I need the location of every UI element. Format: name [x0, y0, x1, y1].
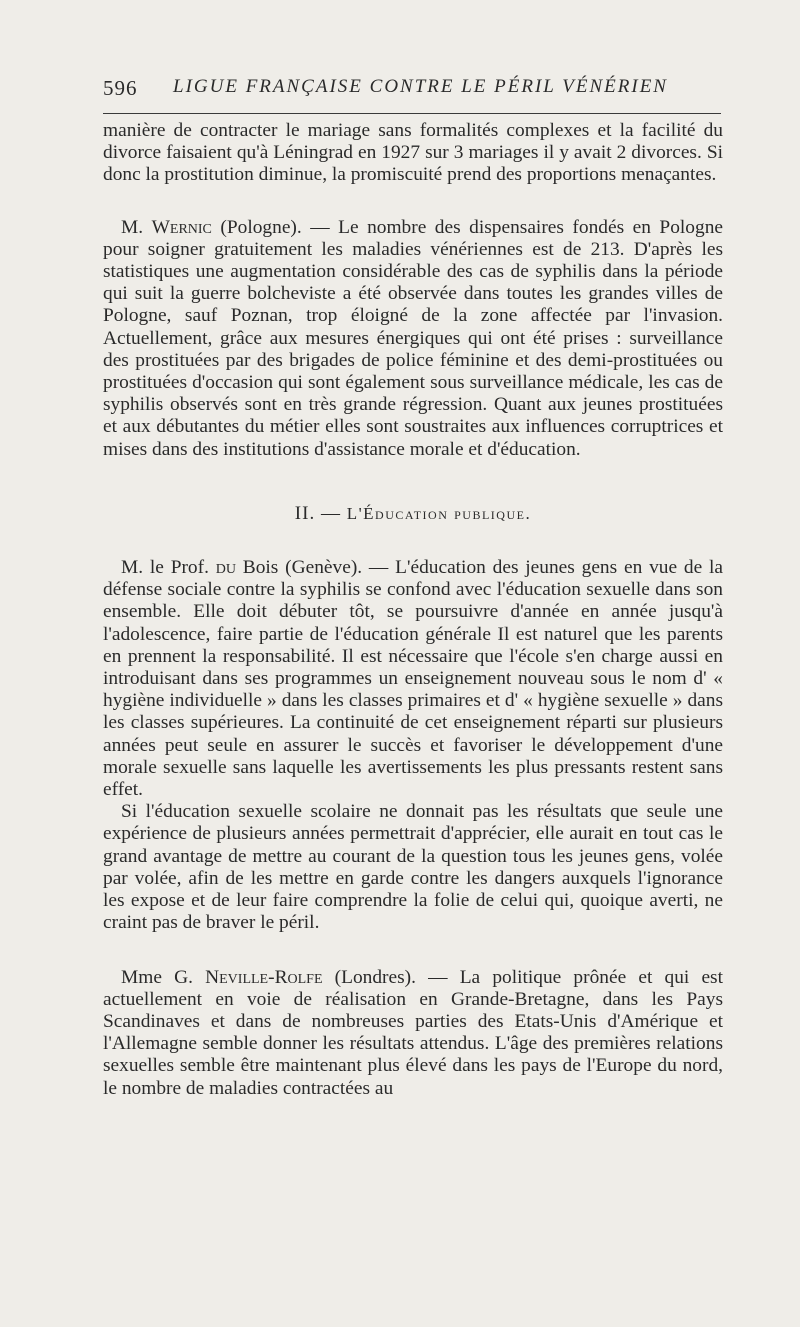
page-header: [103, 74, 721, 108]
paragraph-neville-rolfe: [103, 967, 723, 1100]
page-number: 596: [103, 76, 138, 100]
speaker-origin: (Pologne). —: [211, 216, 339, 238]
paragraph-text: Le nombre des dispensaires fondés en Pologne pour soigner gratuitement les maladies vénériennes est de 213. D'après les statistiques une augmentation considérable des cas de syphilis dans la période qui suit la guerre bolcheviste a été observée dans toutes les grandes villes de Pologne, sauf Poznan, trop éloigné de la zone affectée par l'invasion. Actuellement, grâce aux mesures énergiques qui ont été prises : surveillance des prostituées par des brigades de police féminine et des demi-prostituées ou prostituées d'occasion qui sont également sous surveillance médicale, les cas de syphilis observés sont en très grande régression. Quant aux jeunes prostituées et aux débutantes du métier elles sont soustraites aux influences corruptrices et mises dans des institutions d'assistance morale et d'éducation.: [103, 216, 723, 460]
speaker-name: Bois: [235, 557, 279, 579]
speaker-origin: (Genève). —: [278, 557, 396, 579]
speaker-name: Wernic: [151, 216, 212, 238]
speaker-name: Neville-Rolfe: [205, 966, 323, 988]
section-numeral: II. —: [294, 502, 347, 524]
speaker-prefix: M.: [121, 216, 152, 238]
speaker-prefix: Mme G.: [121, 966, 206, 988]
running-title: LIGUE FRANÇAISE CONTRE LE PÉRIL VÉNÉRIEN: [173, 76, 668, 97]
body-text: [103, 120, 723, 1100]
header-rule: [103, 113, 721, 114]
speaker-prefix: M. le Prof.: [121, 557, 216, 579]
speaker-name-particle: du: [215, 557, 236, 579]
paragraph-du-bois: [103, 557, 723, 801]
section-title: L'Éducation publique.: [346, 503, 532, 523]
paragraph-wernic: [103, 217, 723, 461]
paragraph-continuation: manière de contracter le mariage sans formalités complexes et la facilité du divorce faisaient qu'à Léningrad en 1927 sur 3 mariages il y avait 2 divorces. Si donc la prostitution diminue, la promiscuité prend des proportions menaçantes.: [103, 120, 723, 186]
paragraph-education: Si l'éducation sexuelle scolaire ne donnait pas les résultats que seule une expérience de plusieurs années permettrait d'apprécier, elle aurait en tout cas le grand avantage de mettre au courant de la question tous les jeunes gens, volée par volée, afin de les mettre en garde contre les dangers auxquels l'ignorance les expose et de leur faire comprendre la folie de celui qui, quoique averti, ne craint pas de braver le péril.: [103, 801, 723, 934]
section-heading: [103, 503, 723, 525]
paragraph-text: L'éducation des jeunes gens en vue de la défense sociale contre la syphilis se confond avec l'éducation sexuelle dans son ensemble. Elle doit débuter tôt, se poursuivre d'année en année jusqu'à l'adolescence, faire partie de l'éducation générale Il est naturel que les parents en prennent la responsabilité. Il est nécessaire que l'école s'en charge aussi en introduisant dans ses programmes un enseignement nouveau sous le nom d' « hygiène individuelle » dans les classes primaires et d' « hygiène sexuelle » dans les classes supérieures. La continuité de cet enseignement réparti sur plusieurs années peut seule en assurer le succès et favoriser le développement d'une morale sexuelle sans laquelle les avertissements les plus pressants restent sans effet.: [103, 557, 723, 801]
paragraph-text: La politique prônée et qui est actuellement en voie de réalisation en Grande-Bretagne, dans les Pays Scandinaves et dans de nombreuses parties des Etats-Unis d'Amérique et l'Allemagne semble donner les résultats attendus. L'âge des premières relations sexuelles semble être maintenant plus élevé dans les pays de l'Europe du nord, le nombre de maladies contractées au: [103, 966, 723, 1099]
speaker-origin: (Londres). —: [322, 966, 460, 988]
